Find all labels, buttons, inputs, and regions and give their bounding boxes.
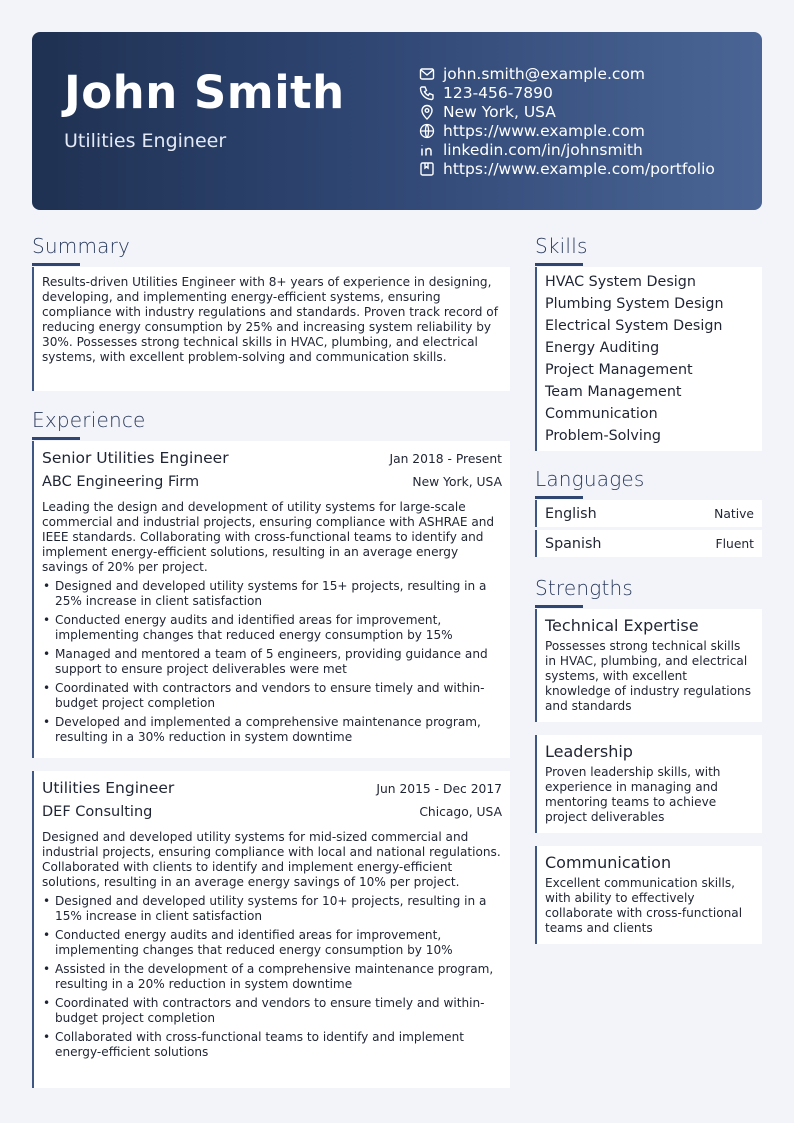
skill-item: Team Management	[545, 384, 682, 400]
contact-email-text: john.smith@example.com	[443, 64, 645, 83]
strength-title: Communication	[545, 853, 672, 872]
job-company: DEF Consulting	[42, 804, 153, 820]
contact-portfolio[interactable]	[419, 159, 715, 178]
linkedin-icon	[419, 142, 435, 158]
job-description: Designed and developed utility systems for mid-sized commercial and industrial projects, ensuring compliance with local and national regulations. Collaborated with clients to identify and implement energy-efficient solutions, resulting in an average energy savings of 10% per project.	[42, 830, 501, 889]
job-title: Utilities Engineer	[64, 130, 227, 152]
language-level: Fluent	[715, 536, 754, 551]
bullet-item: • Collaborated with cross-functional teams to identify and implement energy-efficient solutions	[42, 1030, 502, 1060]
strength-description: Possesses strong technical skills in HVAC, plumbing, and electrical systems, with excellent knowledge of industry regulations and standards	[545, 639, 752, 713]
skill-item: Plumbing System Design	[545, 296, 724, 312]
skill-item: Problem-Solving	[545, 428, 661, 444]
contact-email[interactable]	[419, 64, 715, 83]
contact-website-text: https://www.example.com	[443, 121, 645, 140]
contact-phone-text: 123-456-7890	[443, 83, 553, 102]
job-role: Senior Utilities Engineer	[42, 449, 229, 467]
strength-item	[535, 735, 762, 833]
bullet-item: • Managed and mentored a team of 5 engineers, providing guidance and support to ensure project deliverables were met	[42, 647, 502, 677]
strength-title: Technical Expertise	[545, 616, 699, 635]
language-level: Native	[714, 506, 754, 521]
contact-location-text: New York, USA	[443, 102, 556, 121]
skill-item: HVAC System Design	[545, 274, 696, 290]
bullet-item: • Assisted in the development of a comprehensive maintenance program, resulting in a 20% reduction in system downtime	[42, 962, 502, 992]
job-description: Leading the design and development of utility systems for large-scale commercial and industrial projects, ensuring compliance with ASHRAE and IEEE standards. Collaborating with cross-functional teams to identify and implement energy-efficient solutions, resulting in an average energy savings of 20% per project.	[42, 500, 495, 574]
strength-item	[535, 609, 762, 722]
contact-phone[interactable]	[419, 83, 715, 102]
phone-icon	[419, 85, 435, 101]
bullet-item: • Conducted energy audits and identified areas for improvement, implementing changes that reduced energy consumption by 15%	[42, 613, 502, 643]
envelope-icon	[419, 66, 435, 82]
strength-title: Leadership	[545, 742, 633, 761]
bullet-item: • Designed and developed utility systems for 15+ projects, resulting in a 25% increase in client satisfaction	[42, 579, 502, 609]
strengths-heading: Strengths	[535, 576, 634, 600]
bullet-item: • Coordinated with contractors and vendors to ensure timely and within-budget project completion	[42, 996, 502, 1026]
summary-card	[32, 267, 510, 391]
job-location: Chicago, USA	[419, 805, 502, 819]
job-company: ABC Engineering Firm	[42, 474, 200, 490]
strength-description: Proven leadership skills, with experience in managing and mentoring teams to achieve project deliverables	[545, 765, 721, 824]
skill-item: Electrical System Design	[545, 318, 723, 334]
skills-card	[535, 267, 762, 451]
contact-list	[419, 64, 715, 178]
languages-heading: Languages	[535, 467, 645, 491]
contact-website[interactable]	[419, 121, 715, 140]
location-pin-icon	[419, 104, 435, 120]
contact-linkedin-text: linkedin.com/in/johnsmith	[443, 140, 643, 159]
job-dates: Jun 2015 - Dec 2017	[376, 782, 502, 796]
skill-item: Energy Auditing	[545, 340, 660, 356]
bullet-item: • Conducted energy audits and identified areas for improvement, implementing changes that reduced energy consumption by 10%	[42, 928, 502, 958]
contact-location	[419, 102, 715, 121]
globe-icon	[419, 123, 435, 139]
language-name: Spanish	[545, 535, 602, 552]
bullet-item: • Developed and implemented a comprehensive maintenance program, resulting in a 30% reduction in system downtime	[42, 715, 502, 745]
candidate-name: John Smith	[64, 66, 345, 119]
experience-heading: Experience	[32, 408, 146, 432]
bullet-item: • Coordinated with contractors and vendors to ensure timely and within-budget project completion	[42, 681, 502, 711]
language-item	[535, 500, 762, 527]
language-item	[535, 530, 762, 557]
summary-heading: Summary	[32, 234, 131, 258]
language-name: English	[545, 505, 597, 522]
summary-text: Results-driven Utilities Engineer with 8+ years of experience in designing, developing, and implementing energy-efficient systems, ensuring compliance with industry regulations and standards. Proven track record of reducing energy consumption by 25% and increasing system reliability by 30%. Possesses strong technical skills in HVAC, plumbing, and electrical systems, with excellent problem-solving and communication skills.	[42, 275, 498, 364]
experience-item	[32, 441, 510, 758]
bullet-item: • Designed and developed utility systems for 10+ projects, resulting in a 15% increase in client satisfaction	[42, 894, 502, 924]
resume-header	[32, 32, 762, 210]
skills-heading: Skills	[535, 234, 588, 258]
skill-item: Project Management	[545, 362, 693, 378]
strength-item	[535, 846, 762, 944]
job-location: New York, USA	[412, 475, 502, 489]
contact-portfolio-text: https://www.example.com/portfolio	[443, 159, 715, 178]
experience-item	[32, 771, 510, 1088]
job-bullets	[42, 894, 502, 1060]
job-bullets	[42, 579, 502, 745]
contact-linkedin[interactable]	[419, 140, 715, 159]
skill-item: Communication	[545, 406, 658, 422]
strength-description: Excellent communication skills, with ability to effectively collaborate with cross-functional teams and clients	[545, 876, 743, 935]
job-dates: Jan 2018 - Present	[389, 452, 502, 466]
portfolio-icon	[419, 161, 435, 177]
job-role: Utilities Engineer	[42, 779, 175, 797]
